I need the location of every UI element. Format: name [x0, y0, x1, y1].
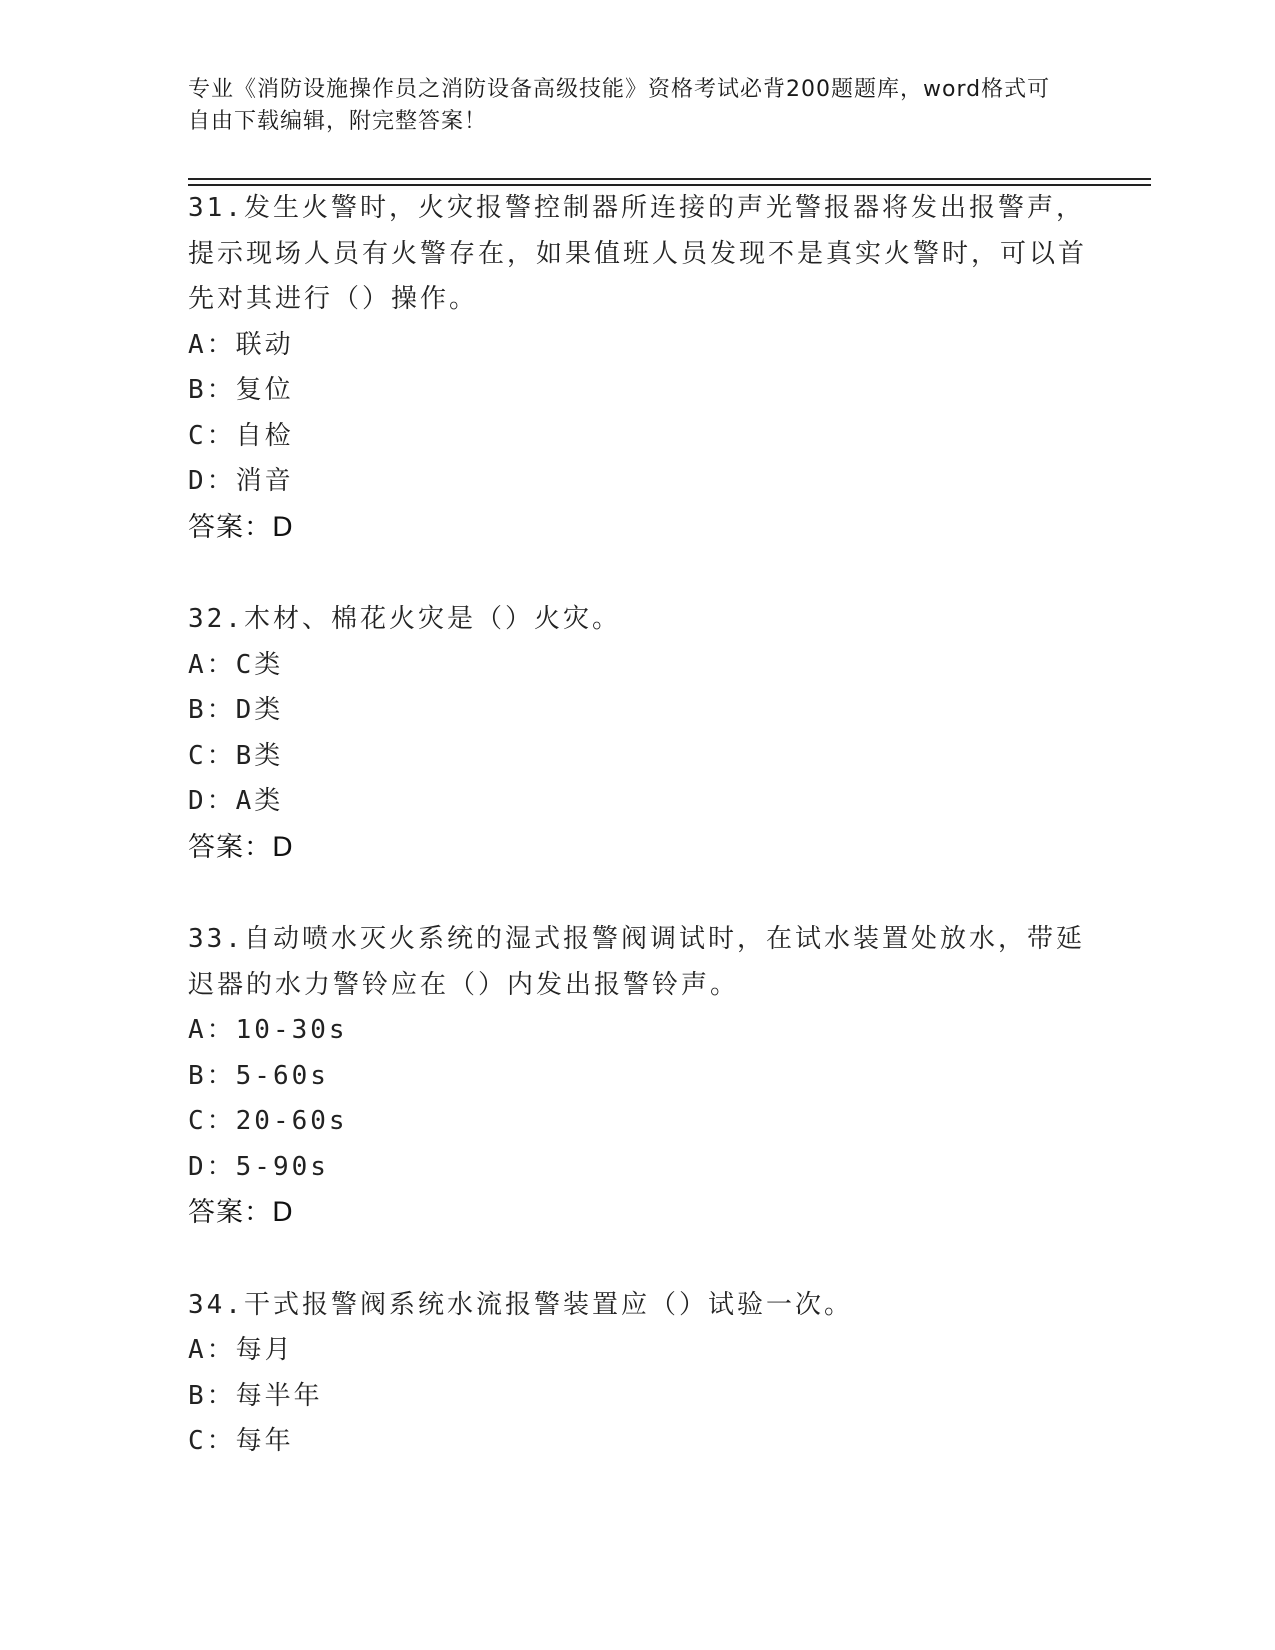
answer-label: 答案：D	[188, 1197, 294, 1228]
question-stem: 31.发生火警时，火灾报警控制器所连接的声光警报器将发出报警声，提示现场人员有火警存在，如果值班人员发现不是真实火警时，可以首先对其进行（）操作。	[188, 193, 1088, 314]
option-b: B：5-60s	[188, 1060, 329, 1091]
option-a: A：C类	[188, 649, 284, 680]
question-34	[188, 1283, 1088, 1465]
option-c: C：20-60s	[188, 1106, 348, 1136]
option-b: B：D类	[188, 695, 284, 725]
option-b: B：复位	[188, 375, 294, 405]
answer-label: 答案：D	[188, 511, 294, 543]
option-d: D：5-90s	[188, 1151, 329, 1182]
option-c: C：每年	[188, 1426, 294, 1456]
question-list	[188, 186, 1088, 1512]
header-rule-upper	[188, 178, 1151, 180]
question-stem: 32.木材、棉花火灾是（）火灾。	[188, 604, 621, 634]
option-a: A：每月	[188, 1335, 294, 1365]
question-stem: 33.自动喷水灭火系统的湿式报警阀调试时，在试水装置处放水，带延迟器的水力警铃应在（）内发出报警铃声。	[188, 924, 1085, 1000]
option-a: A：联动	[188, 329, 294, 360]
answer-label: 答案：D	[188, 831, 294, 863]
option-d: D：A类	[188, 786, 284, 816]
question-33	[188, 917, 1088, 1236]
option-c: C：自检	[188, 420, 294, 451]
option-b: B：每半年	[188, 1380, 323, 1411]
question-stem: 34.干式报警阀系统水流报警装置应（）试验一次。	[188, 1289, 853, 1320]
question-31	[188, 186, 1088, 550]
document-header: 专业《消防设施操作员之消防设备高级技能》资格考试必背200题题库，word格式可自由下载编辑，附完整答案！	[188, 77, 1051, 134]
option-c: C：B类	[188, 740, 284, 771]
option-d: D：消音	[188, 466, 294, 496]
question-32	[188, 597, 1088, 870]
option-a: A：10-30s	[188, 1015, 348, 1045]
